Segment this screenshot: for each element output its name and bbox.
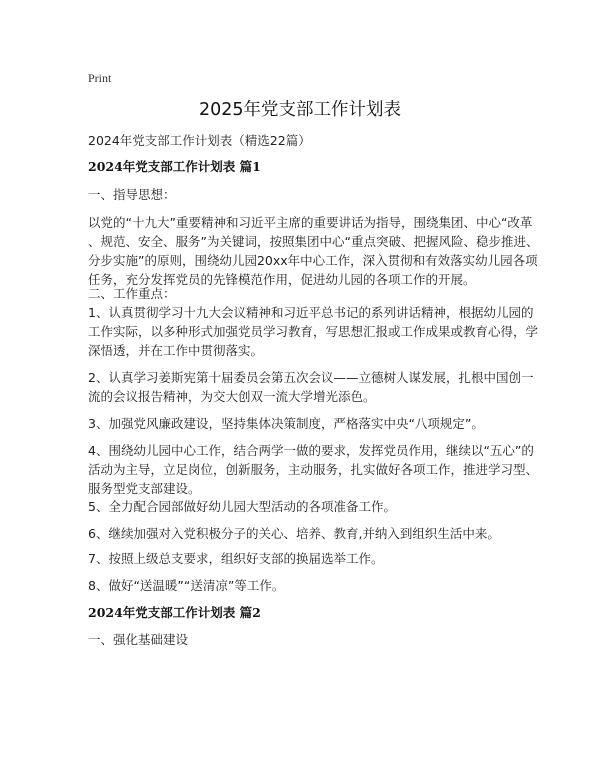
section-heading-2: 2024年党支部工作计划表 篇2	[88, 605, 261, 620]
list-item	[88, 497, 396, 516]
text-line: 2、认真学习姜斯宪第十届委员会第五次会议——立德树人谋发展，扎根中国创一	[88, 370, 534, 385]
text-line: 流的会议报告精神，为交大创双一流大学增光添色。	[88, 389, 376, 404]
text-line: 1、认真贯彻学习十九大会议精神和习近平总书记的系列讲话精神，根据幼儿园的	[88, 305, 534, 320]
list-item	[88, 368, 533, 406]
list-item	[88, 576, 284, 595]
list-item	[88, 441, 538, 498]
text-line: 任务，充分发挥党员的先锋模范作用，促进幼儿园的各项工作的开展。	[88, 272, 476, 287]
paragraph	[88, 213, 538, 289]
text-line: 工作实际，以多种形式加强党员学习教育，写思想汇报或工作成果或教育心得，学	[88, 324, 539, 339]
page-title: 2025年党支部工作计划表	[198, 100, 402, 120]
part-title: 二、工作重点：	[88, 286, 176, 301]
text-line: 活动为主导，立足岗位，创新服务，主动服务，扎实做好各项工作，推进学习型、	[88, 462, 539, 477]
text-line: 以党的“十九大”重要精神和习近平主席的重要讲话为指导，围绕集团、中心“改革	[88, 215, 533, 230]
text-line: 分步实施”的原则，围绕幼儿园20xx年中心工作，深入贯彻和有效落实幼儿园各项	[88, 253, 538, 268]
text-line: 6、继续加强对入党积极分子的关心、培养、教育,并纳入到组织生活中来。	[88, 526, 500, 541]
text-line: 、规范、安全、服务”为关键词，按照集团中心“重点突破、把握风险、稳步推进、	[88, 234, 539, 249]
text-line: 8、做好“送温暖”“送清凉”等工作。	[88, 578, 285, 593]
text-line: 服务型党支部建设。	[88, 481, 201, 496]
list-item	[88, 524, 500, 543]
text-line: 3、加强党风廉政建设，坚持集体决策制度，严格落实中央“八项规定”。	[88, 416, 484, 431]
document-subtitle: 2024年党支部工作计划表（精选22篇）	[88, 133, 311, 148]
text-line: 4、围绕幼儿园中心工作，结合两学一做的要求，发挥党员作用，继续以“五心”的	[88, 443, 534, 458]
print-link[interactable]: Print	[88, 71, 112, 85]
list-item	[88, 414, 484, 433]
section-heading-1: 2024年党支部工作计划表 篇1	[88, 159, 261, 174]
part-title: 一、指导思想：	[88, 187, 176, 202]
part-title: 一、强化基础建设	[88, 632, 189, 647]
text-line: 7、按照上级总支要求，组织好支部的换届选举工作。	[88, 551, 384, 566]
list-item	[88, 303, 538, 360]
list-item	[88, 549, 383, 568]
text-line: 深悟透，并在工作中贯彻落实。	[88, 343, 264, 358]
text-line: 5、全力配合园部做好幼儿园大型活动的各项准备工作。	[88, 499, 396, 514]
